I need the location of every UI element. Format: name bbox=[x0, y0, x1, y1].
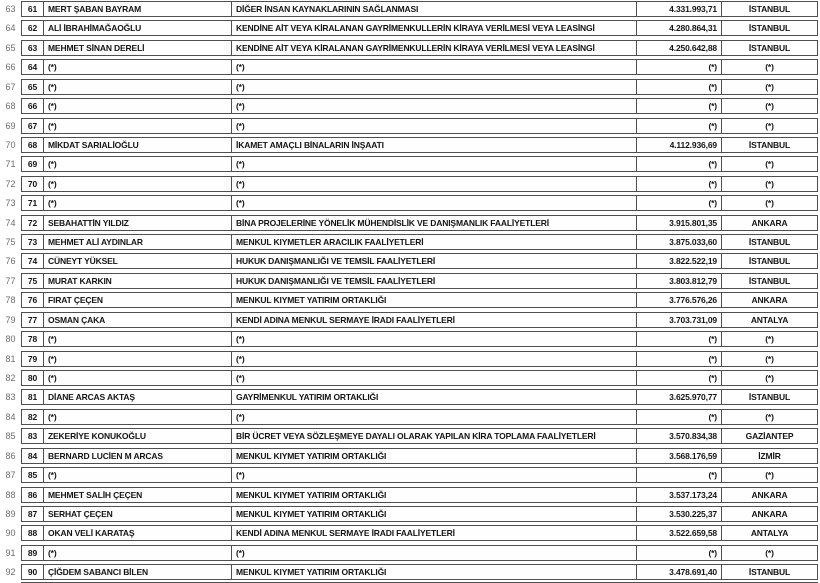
name-cell[interactable]: (*) bbox=[44, 196, 232, 210]
rank-cell[interactable]: 65 bbox=[22, 80, 44, 94]
row-cells bbox=[21, 1, 818, 17]
sheet-row-number[interactable]: 87 bbox=[5, 470, 16, 481]
activity-cell[interactable]: (*) bbox=[232, 352, 637, 366]
row-cells bbox=[21, 79, 818, 95]
row-cells bbox=[21, 156, 818, 172]
sheet-row-number[interactable]: 66 bbox=[5, 62, 16, 73]
rank-cell[interactable]: 87 bbox=[22, 507, 44, 521]
activity-cell[interactable]: BİR ÜCRET VEYA SÖZLEŞMEYE DAYALI OLARAK YAPILAN KİRA TOPLAMA FAALİYETLERİ bbox=[232, 429, 637, 443]
amount-cell[interactable]: 3.537.173,24 bbox=[637, 488, 722, 502]
name-cell[interactable]: ÇİĞDEM SABANCI BİLEN bbox=[44, 565, 232, 579]
city-cell[interactable]: (*) bbox=[765, 81, 774, 92]
city-cell[interactable]: İZMİR bbox=[758, 450, 781, 461]
rank-cell[interactable]: 70 bbox=[22, 177, 44, 191]
name-cell[interactable]: (*) bbox=[44, 546, 232, 560]
table-row bbox=[0, 136, 820, 155]
amount-cell[interactable]: 3.703.731,09 bbox=[637, 313, 722, 327]
sheet-row-number[interactable]: 71 bbox=[5, 159, 16, 170]
name-cell[interactable]: ALİ İBRAHİMAĞAOĞLU bbox=[44, 21, 232, 35]
amount-cell[interactable]: (*) bbox=[637, 177, 722, 191]
amount-cell[interactable]: (*) bbox=[637, 410, 722, 424]
activity-cell[interactable]: MENKUL KIYMETLER ARACILIK FAALİYETLERİ bbox=[232, 235, 637, 249]
table-row bbox=[0, 291, 820, 310]
name-cell[interactable]: MEHMET ALİ AYDINLAR bbox=[44, 235, 232, 249]
sheet-row-number[interactable]: 77 bbox=[5, 275, 16, 286]
activity-cell[interactable]: KENDİNE AİT VEYA KİRALANAN GAYRİMENKULLERİN KİRAYA VERİLMESİ VEYA LEASİNGİ bbox=[232, 41, 637, 55]
name-cell[interactable]: OSMAN ÇAKA bbox=[44, 313, 232, 327]
table-row bbox=[0, 117, 820, 136]
name-cell[interactable]: DİANE ARCAS AKTAŞ bbox=[44, 390, 232, 404]
activity-cell[interactable]: (*) bbox=[232, 60, 637, 74]
table-row bbox=[0, 214, 820, 233]
amount-cell[interactable]: 3.822.522,19 bbox=[637, 254, 722, 268]
sheet-row-number[interactable]: 81 bbox=[5, 353, 16, 364]
name-cell[interactable]: MEHMET SALİH ÇEÇEN bbox=[44, 488, 232, 502]
row-cells bbox=[21, 545, 818, 561]
table-row bbox=[0, 447, 820, 466]
table-row bbox=[0, 175, 820, 194]
activity-cell[interactable]: (*) bbox=[232, 410, 637, 424]
row-cells bbox=[21, 20, 818, 36]
amount-cell[interactable]: (*) bbox=[637, 332, 722, 346]
name-cell[interactable]: OKAN VELİ KARATAŞ bbox=[44, 526, 232, 540]
sheet-row-number[interactable]: 83 bbox=[5, 392, 16, 403]
sheet-row-number[interactable]: 89 bbox=[5, 508, 16, 519]
table-row bbox=[0, 233, 820, 252]
sheet-row-number[interactable]: 76 bbox=[5, 256, 16, 267]
name-cell[interactable]: (*) bbox=[44, 177, 232, 191]
table-row bbox=[0, 78, 820, 97]
table-row bbox=[0, 466, 820, 485]
table-row bbox=[0, 0, 820, 19]
amount-cell[interactable]: 4.250.642,88 bbox=[637, 41, 722, 55]
row-cells bbox=[21, 59, 818, 75]
row-cells bbox=[21, 98, 818, 114]
activity-cell[interactable]: (*) bbox=[232, 99, 637, 113]
city-cell[interactable]: İSTANBUL bbox=[748, 275, 791, 286]
activity-cell[interactable]: (*) bbox=[232, 157, 637, 171]
row-cells bbox=[21, 137, 818, 153]
amount-cell[interactable]: 3.568.176,59 bbox=[637, 449, 722, 463]
rank-cell[interactable]: 85 bbox=[22, 468, 44, 482]
activity-cell[interactable]: KENDİ ADINA MENKUL SERMAYE İRADI FAALİYETLERİ bbox=[232, 313, 637, 327]
amount-cell[interactable]: (*) bbox=[637, 546, 722, 560]
sheet-row-number[interactable]: 79 bbox=[5, 314, 16, 325]
sheet-row-number[interactable]: 70 bbox=[5, 139, 16, 150]
city-cell[interactable]: İSTANBUL bbox=[748, 42, 791, 53]
activity-cell[interactable]: KENDİNE AİT VEYA KİRALANAN GAYRİMENKULLERİN KİRAYA VERİLMESİ VEYA LEASİNGİ bbox=[232, 21, 637, 35]
table-row bbox=[0, 544, 820, 563]
rank-cell[interactable]: 78 bbox=[22, 332, 44, 346]
rank-cell[interactable]: 88 bbox=[22, 526, 44, 540]
activity-cell[interactable]: MENKUL KIYMET YATIRIM ORTAKLIĞI bbox=[232, 565, 637, 579]
row-cells bbox=[21, 428, 818, 444]
sheet-row-number[interactable]: 69 bbox=[5, 120, 16, 131]
amount-cell[interactable]: 3.530.225,37 bbox=[637, 507, 722, 521]
city-cell[interactable]: (*) bbox=[765, 62, 774, 73]
rank-cell[interactable]: 73 bbox=[22, 235, 44, 249]
sheet-row-number[interactable]: 92 bbox=[5, 567, 16, 578]
rank-cell[interactable]: 64 bbox=[22, 60, 44, 74]
name-cell[interactable]: SEBAHATTİN YILDIZ bbox=[44, 216, 232, 230]
rank-cell[interactable]: 76 bbox=[22, 293, 44, 307]
name-cell[interactable]: (*) bbox=[44, 352, 232, 366]
rank-cell[interactable]: 79 bbox=[22, 352, 44, 366]
row-cells bbox=[21, 195, 818, 211]
sheet-row-number[interactable]: 72 bbox=[5, 178, 16, 189]
rank-cell[interactable]: 80 bbox=[22, 371, 44, 385]
rank-cell[interactable]: 62 bbox=[22, 21, 44, 35]
city-cell[interactable]: İSTANBUL bbox=[748, 567, 791, 578]
row-cells bbox=[21, 312, 818, 328]
table-row bbox=[0, 505, 820, 524]
amount-cell[interactable]: (*) bbox=[637, 60, 722, 74]
table-row bbox=[0, 563, 820, 582]
rank-cell[interactable]: 77 bbox=[22, 313, 44, 327]
rank-cell[interactable]: 71 bbox=[22, 196, 44, 210]
row-cells bbox=[21, 273, 818, 289]
table-row bbox=[0, 427, 820, 446]
row-cells bbox=[21, 215, 818, 231]
row-cells bbox=[21, 525, 818, 541]
name-cell[interactable]: (*) bbox=[44, 99, 232, 113]
name-cell[interactable]: (*) bbox=[44, 371, 232, 385]
amount-cell[interactable]: 3.478.691,40 bbox=[637, 565, 722, 579]
amount-cell[interactable]: 3.570.834,38 bbox=[637, 429, 722, 443]
city-cell[interactable]: (*) bbox=[765, 159, 774, 170]
city-cell[interactable]: İSTANBUL bbox=[748, 4, 791, 14]
city-cell[interactable]: ANKARA bbox=[751, 489, 788, 500]
amount-cell[interactable]: (*) bbox=[637, 80, 722, 94]
rank-cell[interactable]: 90 bbox=[22, 565, 44, 579]
name-cell[interactable]: MERT ŞABAN BAYRAM bbox=[44, 2, 232, 16]
table-row bbox=[0, 330, 820, 349]
city-cell[interactable]: ANTALYA bbox=[750, 314, 789, 325]
row-cells bbox=[21, 506, 818, 522]
amount-cell[interactable]: 4.280.864,31 bbox=[637, 21, 722, 35]
sheet-row-number[interactable]: 85 bbox=[5, 431, 16, 442]
activity-cell[interactable]: (*) bbox=[232, 196, 637, 210]
rank-cell[interactable]: 81 bbox=[22, 390, 44, 404]
rank-cell[interactable]: 84 bbox=[22, 449, 44, 463]
city-cell[interactable]: (*) bbox=[765, 373, 774, 384]
row-cells bbox=[21, 487, 818, 503]
city-cell[interactable]: (*) bbox=[765, 470, 774, 481]
table-row bbox=[0, 155, 820, 174]
table-row bbox=[0, 58, 820, 77]
city-cell[interactable]: İSTANBUL bbox=[748, 256, 791, 267]
city-cell[interactable]: İSTANBUL bbox=[748, 139, 791, 150]
amount-cell[interactable]: (*) bbox=[637, 157, 722, 171]
activity-cell[interactable]: MENKUL KIYMET YATIRIM ORTAKLIĞI bbox=[232, 449, 637, 463]
sheet-row-number[interactable]: 90 bbox=[5, 528, 16, 539]
city-cell[interactable]: (*) bbox=[765, 411, 774, 422]
sheet-row-number[interactable]: 63 bbox=[5, 4, 16, 14]
city-cell[interactable]: GAZİANTEP bbox=[745, 431, 794, 442]
amount-cell[interactable]: 3.776.576,26 bbox=[637, 293, 722, 307]
name-cell[interactable]: MİKDAT SARIALİOĞLU bbox=[44, 138, 232, 152]
row-cells bbox=[21, 467, 818, 483]
name-cell[interactable]: MEHMET SİNAN DERELİ bbox=[44, 41, 232, 55]
activity-cell[interactable]: GAYRİMENKUL YATIRIM ORTAKLIĞI bbox=[232, 390, 637, 404]
table-row bbox=[0, 194, 820, 213]
amount-cell[interactable]: (*) bbox=[637, 371, 722, 385]
activity-cell[interactable]: BİNA PROJELERİNE YÖNELİK MÜHENDİSLİK VE DANIŞMANLIK FAALİYETLERİ bbox=[232, 216, 637, 230]
sheet-row-number[interactable]: 88 bbox=[5, 489, 16, 500]
activity-cell[interactable]: MENKUL KIYMET YATIRIM ORTAKLIĞI bbox=[232, 507, 637, 521]
sheet-row-number[interactable]: 68 bbox=[5, 101, 16, 112]
row-cells bbox=[21, 176, 818, 192]
row-cells bbox=[21, 351, 818, 367]
name-cell[interactable]: (*) bbox=[44, 332, 232, 346]
activity-cell[interactable]: MENKUL KIYMET YATIRIM ORTAKLIĞI bbox=[232, 293, 637, 307]
city-cell[interactable]: (*) bbox=[765, 120, 774, 131]
table-row bbox=[0, 311, 820, 330]
rank-cell[interactable]: 72 bbox=[22, 216, 44, 230]
rank-cell[interactable]: 66 bbox=[22, 99, 44, 113]
amount-cell[interactable]: (*) bbox=[637, 468, 722, 482]
name-cell[interactable]: ZEKERİYE KONUKOĞLU bbox=[44, 429, 232, 443]
table-row bbox=[0, 408, 820, 427]
row-cells bbox=[21, 448, 818, 464]
activity-cell[interactable]: HUKUK DANIŞMANLIĞI VE TEMSİL FAALİYETLERİ bbox=[232, 274, 637, 288]
amount-cell[interactable]: 3.915.801,35 bbox=[637, 216, 722, 230]
name-cell[interactable]: (*) bbox=[44, 410, 232, 424]
table-row bbox=[0, 369, 820, 388]
activity-cell[interactable]: HUKUK DANIŞMANLIĞI VE TEMSİL FAALİYETLERİ bbox=[232, 254, 637, 268]
name-cell[interactable]: SERHAT ÇEÇEN bbox=[44, 507, 232, 521]
sheet-row-number[interactable]: 78 bbox=[5, 295, 16, 306]
table-row bbox=[0, 39, 820, 58]
sheet-row-number[interactable]: 74 bbox=[5, 217, 16, 228]
table-row bbox=[0, 350, 820, 369]
city-cell[interactable]: (*) bbox=[765, 198, 774, 209]
sheet-row-number[interactable]: 84 bbox=[5, 411, 16, 422]
city-cell[interactable]: (*) bbox=[765, 353, 774, 364]
amount-cell[interactable]: (*) bbox=[637, 99, 722, 113]
city-cell[interactable]: (*) bbox=[765, 334, 774, 345]
activity-cell[interactable]: (*) bbox=[232, 371, 637, 385]
city-cell[interactable]: İSTANBUL bbox=[748, 392, 791, 403]
activity-cell[interactable]: İKAMET AMAÇLI BİNALARIN İNŞAATI bbox=[232, 138, 637, 152]
rank-cell[interactable]: 61 bbox=[22, 2, 44, 16]
city-cell[interactable]: (*) bbox=[765, 101, 774, 112]
table-row bbox=[0, 19, 820, 38]
activity-cell[interactable]: MENKUL KIYMET YATIRIM ORTAKLIĞI bbox=[232, 488, 637, 502]
city-cell[interactable]: ANTALYA bbox=[750, 528, 789, 539]
table-row bbox=[0, 486, 820, 505]
name-cell[interactable]: (*) bbox=[44, 60, 232, 74]
amount-cell[interactable]: 3.875.033,60 bbox=[637, 235, 722, 249]
name-cell[interactable]: (*) bbox=[44, 119, 232, 133]
rank-cell[interactable]: 69 bbox=[22, 157, 44, 171]
activity-cell[interactable]: (*) bbox=[232, 332, 637, 346]
table-row bbox=[0, 252, 820, 271]
table-row bbox=[0, 272, 820, 291]
row-cells bbox=[21, 234, 818, 250]
activity-cell[interactable]: (*) bbox=[232, 80, 637, 94]
sheet-row-number[interactable]: 91 bbox=[5, 547, 16, 558]
city-cell[interactable]: ANKARA bbox=[751, 508, 788, 519]
amount-cell[interactable]: 3.625.970,77 bbox=[637, 390, 722, 404]
rank-cell[interactable]: 75 bbox=[22, 274, 44, 288]
amount-cell[interactable]: (*) bbox=[637, 119, 722, 133]
row-cells bbox=[21, 118, 818, 134]
rank-cell[interactable]: 89 bbox=[22, 546, 44, 560]
name-cell[interactable]: CÜNEYT YÜKSEL bbox=[44, 254, 232, 268]
rank-cell[interactable]: 68 bbox=[22, 138, 44, 152]
amount-cell[interactable]: (*) bbox=[637, 196, 722, 210]
amount-cell[interactable]: (*) bbox=[637, 352, 722, 366]
sheet-row-number[interactable]: 73 bbox=[5, 198, 16, 209]
rank-cell[interactable]: 63 bbox=[22, 41, 44, 55]
city-cell[interactable]: ANKARA bbox=[751, 295, 788, 306]
amount-cell[interactable]: 3.522.659,58 bbox=[637, 526, 722, 540]
activity-cell[interactable]: (*) bbox=[232, 177, 637, 191]
amount-cell[interactable]: 4.112.936,69 bbox=[637, 138, 722, 152]
name-cell[interactable]: FIRAT ÇEÇEN bbox=[44, 293, 232, 307]
rank-cell[interactable]: 74 bbox=[22, 254, 44, 268]
name-cell[interactable]: (*) bbox=[44, 80, 232, 94]
rank-cell[interactable]: 83 bbox=[22, 429, 44, 443]
row-cells bbox=[21, 331, 818, 347]
activity-cell[interactable]: (*) bbox=[232, 546, 637, 560]
sheet-row-number[interactable]: 82 bbox=[5, 373, 16, 384]
activity-cell[interactable]: (*) bbox=[232, 119, 637, 133]
sheet-row-number[interactable]: 64 bbox=[5, 23, 16, 34]
sheet-row-number[interactable]: 65 bbox=[5, 42, 16, 53]
row-cells bbox=[21, 409, 818, 425]
city-cell[interactable]: (*) bbox=[765, 178, 774, 189]
city-cell[interactable]: İSTANBUL bbox=[748, 237, 791, 248]
sheet-row-number[interactable]: 86 bbox=[5, 450, 16, 461]
name-cell[interactable]: MURAT KARKIN bbox=[44, 274, 232, 288]
sheet-row-number[interactable]: 75 bbox=[5, 237, 16, 248]
row-cells bbox=[21, 40, 818, 56]
activity-cell[interactable]: (*) bbox=[232, 468, 637, 482]
rank-cell[interactable]: 67 bbox=[22, 119, 44, 133]
row-cells bbox=[21, 253, 818, 269]
row-cells bbox=[21, 389, 818, 405]
amount-cell[interactable]: 4.331.993,71 bbox=[637, 2, 722, 16]
activity-cell[interactable]: KENDİ ADINA MENKUL SERMAYE İRADI FAALİYETLERİ bbox=[232, 526, 637, 540]
table-row bbox=[0, 524, 820, 543]
table-row bbox=[0, 388, 820, 407]
sheet-row-number[interactable]: 67 bbox=[5, 81, 16, 92]
table-row bbox=[0, 97, 820, 116]
name-cell[interactable]: (*) bbox=[44, 157, 232, 171]
rank-cell[interactable]: 82 bbox=[22, 410, 44, 424]
amount-cell[interactable]: 3.803.812,79 bbox=[637, 274, 722, 288]
row-cells bbox=[21, 370, 818, 386]
city-cell[interactable]: (*) bbox=[765, 547, 774, 558]
sheet-row-number[interactable]: 80 bbox=[5, 334, 16, 345]
row-cells bbox=[21, 292, 818, 308]
rank-cell[interactable]: 86 bbox=[22, 488, 44, 502]
city-cell[interactable]: İSTANBUL bbox=[748, 23, 791, 34]
name-cell[interactable]: BERNARD LUCİEN M ARCAS bbox=[44, 449, 232, 463]
row-cells bbox=[21, 564, 818, 580]
city-cell[interactable]: ANKARA bbox=[751, 217, 788, 228]
activity-cell[interactable]: DİĞER İNSAN KAYNAKLARININ SAĞLANMASI bbox=[232, 2, 637, 16]
name-cell[interactable]: (*) bbox=[44, 468, 232, 482]
